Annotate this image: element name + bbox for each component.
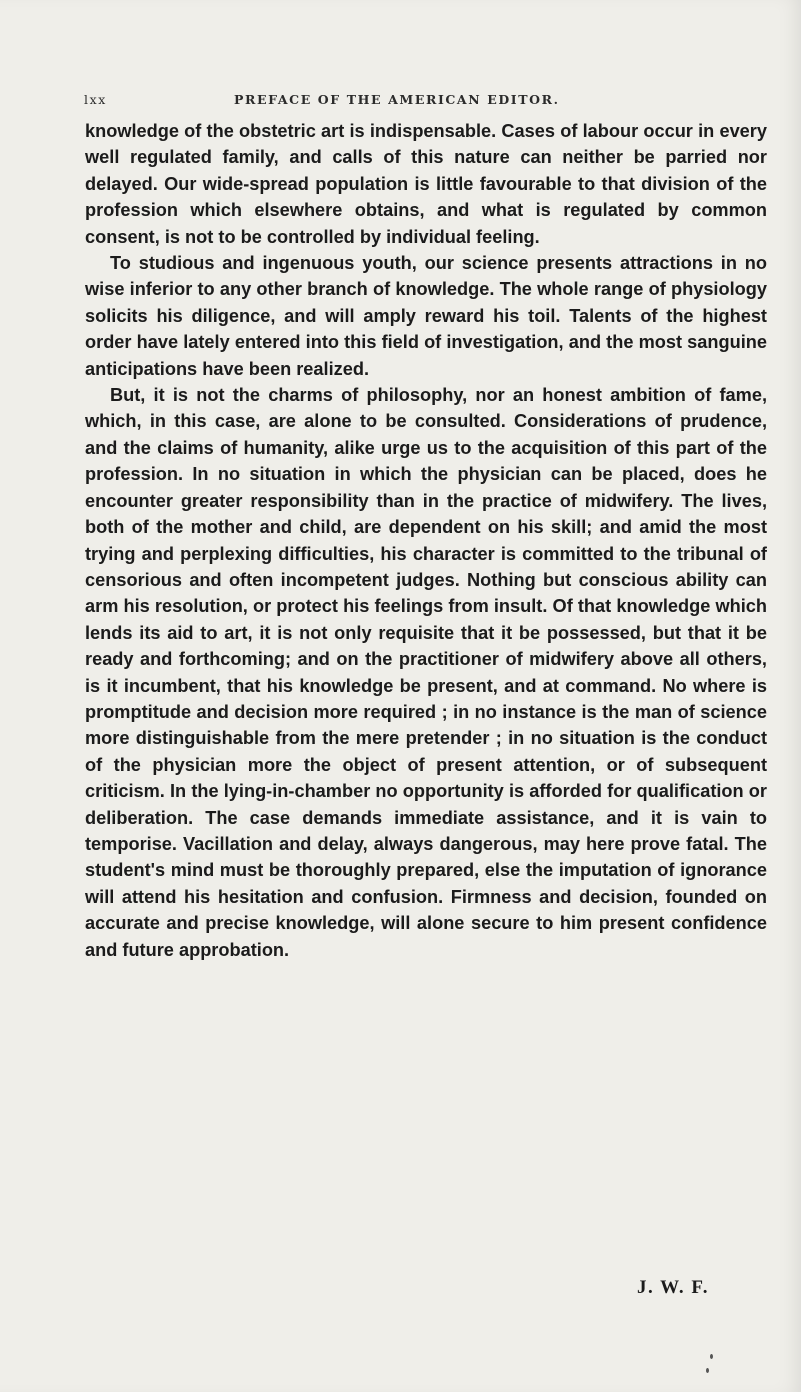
running-title: PREFACE OF THE AMERICAN EDITOR. [234,92,560,107]
paragraph-charms-of-philosophy: But, it is not the charms of philosophy, nor an honest ambition of fame, which, in this case, are alone to be consulted. Considerations of prudence, and the claims of humanity, alike urge us to the acquisition of this part of the profession. In no situation in which the physician can be placed, does he encounter greater responsibility than in the practice of midwifery. The lives, both of the mother and child, are dependent on his skill; and amid the most trying and perplexing difficulties, his character is committed to the tribunal of censorious and often incompetent judges. Nothing but conscious ability can arm his resolution, or protect his feelings from insult. Of that knowledge which lends its aid to art, it is not only requisite that it be possessed, but that it be ready and forthcoming; and on the practitioner of midwifery above all others, is it incumbent, that his knowledge be present, and at command. No where is promptitude and decision more required ; in no instance is the man of science more distinguishable from the mere pretender ; in no situation is the conduct of the physician more the object of present attention, or of subsequent criticism. In the lying-in-chamber no opportunity is afforded for qualification or deliberation. The case demands immediate assistance, and it is vain to temporise. Vacillation and delay, always dangerous, may here prove fatal. The student's mind must be thoroughly prepared, else the imputation of ignorance will attend his hesitation and confusion. Firmness and decision, founded on accurate and precise knowledge, will alone secure to him present confidence and future approbation. [85,385,767,960]
paragraph-continuation: knowledge of the obstetric art is indispensable. Cases of labour occur in every well regulated family, and calls of this nature can neither be parried nor delayed. Our wide-spread population is little favourable to that division of the profession which elsewhere obtains, and what is regulated by common consent, is not to be controlled by individual feeling. [85,121,767,247]
page-number: lxx [84,92,107,107]
running-header [84,92,764,112]
ink-speck [706,1368,709,1373]
ink-speck [710,1354,713,1359]
paragraph-studious-youth: To studious and ingenuous youth, our science presents attractions in no wise inferior to any other branch of knowledge. The whole range of physiology solicits his diligence, and will amply reward his toil. Talents of the highest order have lately entered into this field of investigation, and the most sanguine anticipations have been realized. [85,253,767,379]
body-text [85,118,767,963]
signature: J. W. F. [637,1277,710,1298]
